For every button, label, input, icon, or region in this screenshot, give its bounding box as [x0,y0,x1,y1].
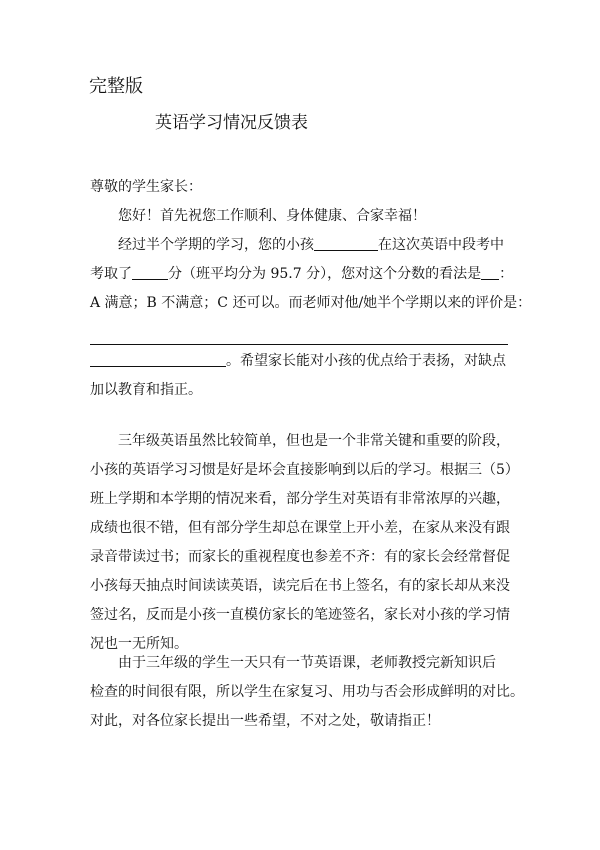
greeting-paragraph [90,202,548,231]
paragraph-line: 由于三年级的学生一天只有一节英语课，老师教授完新知识后 [118,655,496,671]
score-blank[interactable] [132,263,168,280]
version-label: 完整版 [89,76,143,97]
parent-expectations-paragraph [90,649,524,736]
exam-line-6: 加以教育和指正。 [90,382,202,398]
paragraph-line: 班上学期和本学期的情况来看，部分学生对英语有非常浓厚的兴趣， [90,491,510,507]
study-habits-paragraph [90,427,520,659]
paragraph-line: 况也一无所知。 [90,636,188,652]
exam-line-1-end: 在这次英语中段考中 [378,237,504,253]
exam-line-1-start: 经过半个学期的学习，您的小孩 [118,237,314,253]
exam-line-2 [90,260,520,289]
exam-line-4 [90,318,520,347]
paragraph-line: 录音带读过书；而家长的重视程度也参差不齐：有的家长会经常督促 [90,549,510,565]
exam-line-2-start: 考取了 [90,266,132,282]
opinion-blank[interactable] [481,263,499,280]
paragraph-line: 对此，对各位家长提出一些希望，不对之处，敬请指正！ [90,713,440,729]
exam-line-3: A 满意；B 不满意；C 还可以。而老师对他/她半个学期以来的评价是： [90,295,532,311]
greeting-line: 您好！首先祝您工作顺利、身体健康、合家幸福！ [118,208,426,224]
salutation: 尊敬的学生家长： [90,179,202,195]
exam-line-2-middle: 分（班平均分为 95.7 分），您对这个分数的看法是 [168,266,482,282]
document-title: 英语学习情况反馈表 [155,113,308,133]
exam-line-2-end: ： [499,266,514,282]
exam-line-5 [90,347,520,376]
exam-line-1 [90,231,520,260]
teacher-evaluation-blank-end[interactable] [90,350,226,367]
paragraph-line: 小孩每天抽点时间读读英语，读完后在书上签名，有的家长却从来没 [90,578,510,594]
paragraph-line: 小孩的英语学习习惯是好是坏会直接影响到以后的学习。根据三（5） [90,462,519,478]
paragraph-line: 签过名，反而是小孩一直模仿家长的笔迹签名，家长对小孩的学习情 [90,607,510,623]
paragraph-line: 成绩也很不错，但有部分学生却总在课堂上开小差，在家从来没有跟 [90,520,510,536]
paragraph-line: 三年级英语虽然比较简单，但也是一个非常关键和重要的阶段， [118,433,510,449]
student-name-blank[interactable] [314,234,378,251]
teacher-evaluation-blank-line[interactable] [90,344,508,345]
exam-feedback-paragraph [90,231,532,405]
paragraph-line: 检查的时间很有限，所以学生在家复习、用功与否会形成鲜明的对比。 [90,684,524,700]
exam-line-5-text: 。希望家长能对小孩的优点给于表扬，对缺点 [226,353,506,369]
